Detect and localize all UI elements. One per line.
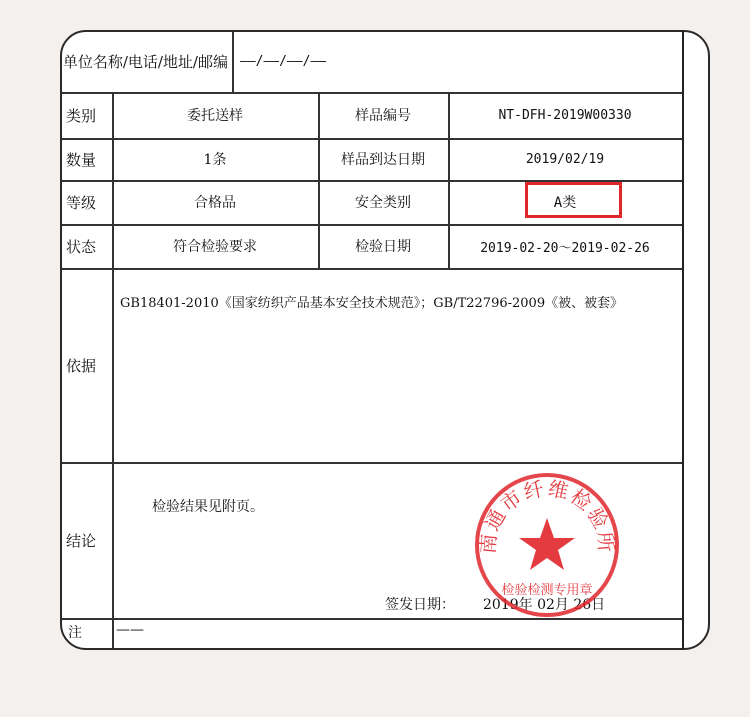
grade-value: 合格品 [194, 195, 236, 211]
svg-text:检验检测专用章: 检验检测专用章 [501, 583, 593, 598]
inspection-date-value: 2019-02-20～2019-02-26 [480, 240, 650, 256]
safety-category-label: 安全类别 [355, 195, 411, 211]
basis-label: 依据 [66, 356, 97, 375]
inspection-report-table [60, 30, 684, 650]
status-value: 符合检验要求 [173, 239, 257, 255]
conclusion-text: 检验结果见附页。 [152, 499, 264, 515]
inspection-date-label: 检验日期 [355, 239, 411, 255]
document-card [60, 30, 710, 650]
row-label-status: 状态 [66, 237, 97, 256]
official-seal-stamp [472, 470, 622, 620]
table-rule [60, 462, 682, 464]
note-value: —— [116, 622, 144, 638]
sample-no-value: NT-DFH-2019W00330 [498, 107, 632, 123]
table-rule [60, 268, 682, 270]
safety-category-highlight [525, 182, 622, 218]
issue-date-value: 2019年 02月 26日 [483, 597, 606, 613]
org-info-label: 单位名称/电话/地址/邮编 [62, 52, 228, 71]
arrival-date-value: 2019/02/19 [525, 151, 605, 167]
issue-date-label: 签发日期： [385, 597, 455, 613]
svg-text:南通市纤维检验所: 南通市纤维检验所 [475, 476, 619, 555]
row-label-quantity: 数量 [66, 150, 97, 169]
star-icon [519, 518, 575, 570]
basis-text: GB18401-2010《国家纺织产品基本安全技术规范》；GB/T22796-2009《被、被套》 [120, 296, 624, 311]
row-label-grade: 等级 [66, 193, 97, 212]
org-info-value: ——/——/——/—— [240, 53, 327, 69]
conclusion-label: 结论 [66, 531, 97, 550]
row-label-category: 类别 [66, 106, 97, 125]
category-value: 委托送样 [187, 108, 243, 124]
table-rule [112, 618, 114, 650]
note-label: 注 [68, 625, 82, 641]
safety-category-value: A类 [553, 195, 577, 211]
arrival-date-label: 样品到达日期 [341, 152, 425, 168]
sample-no-label: 样品编号 [355, 108, 411, 124]
quantity-value: 1条 [203, 152, 227, 168]
